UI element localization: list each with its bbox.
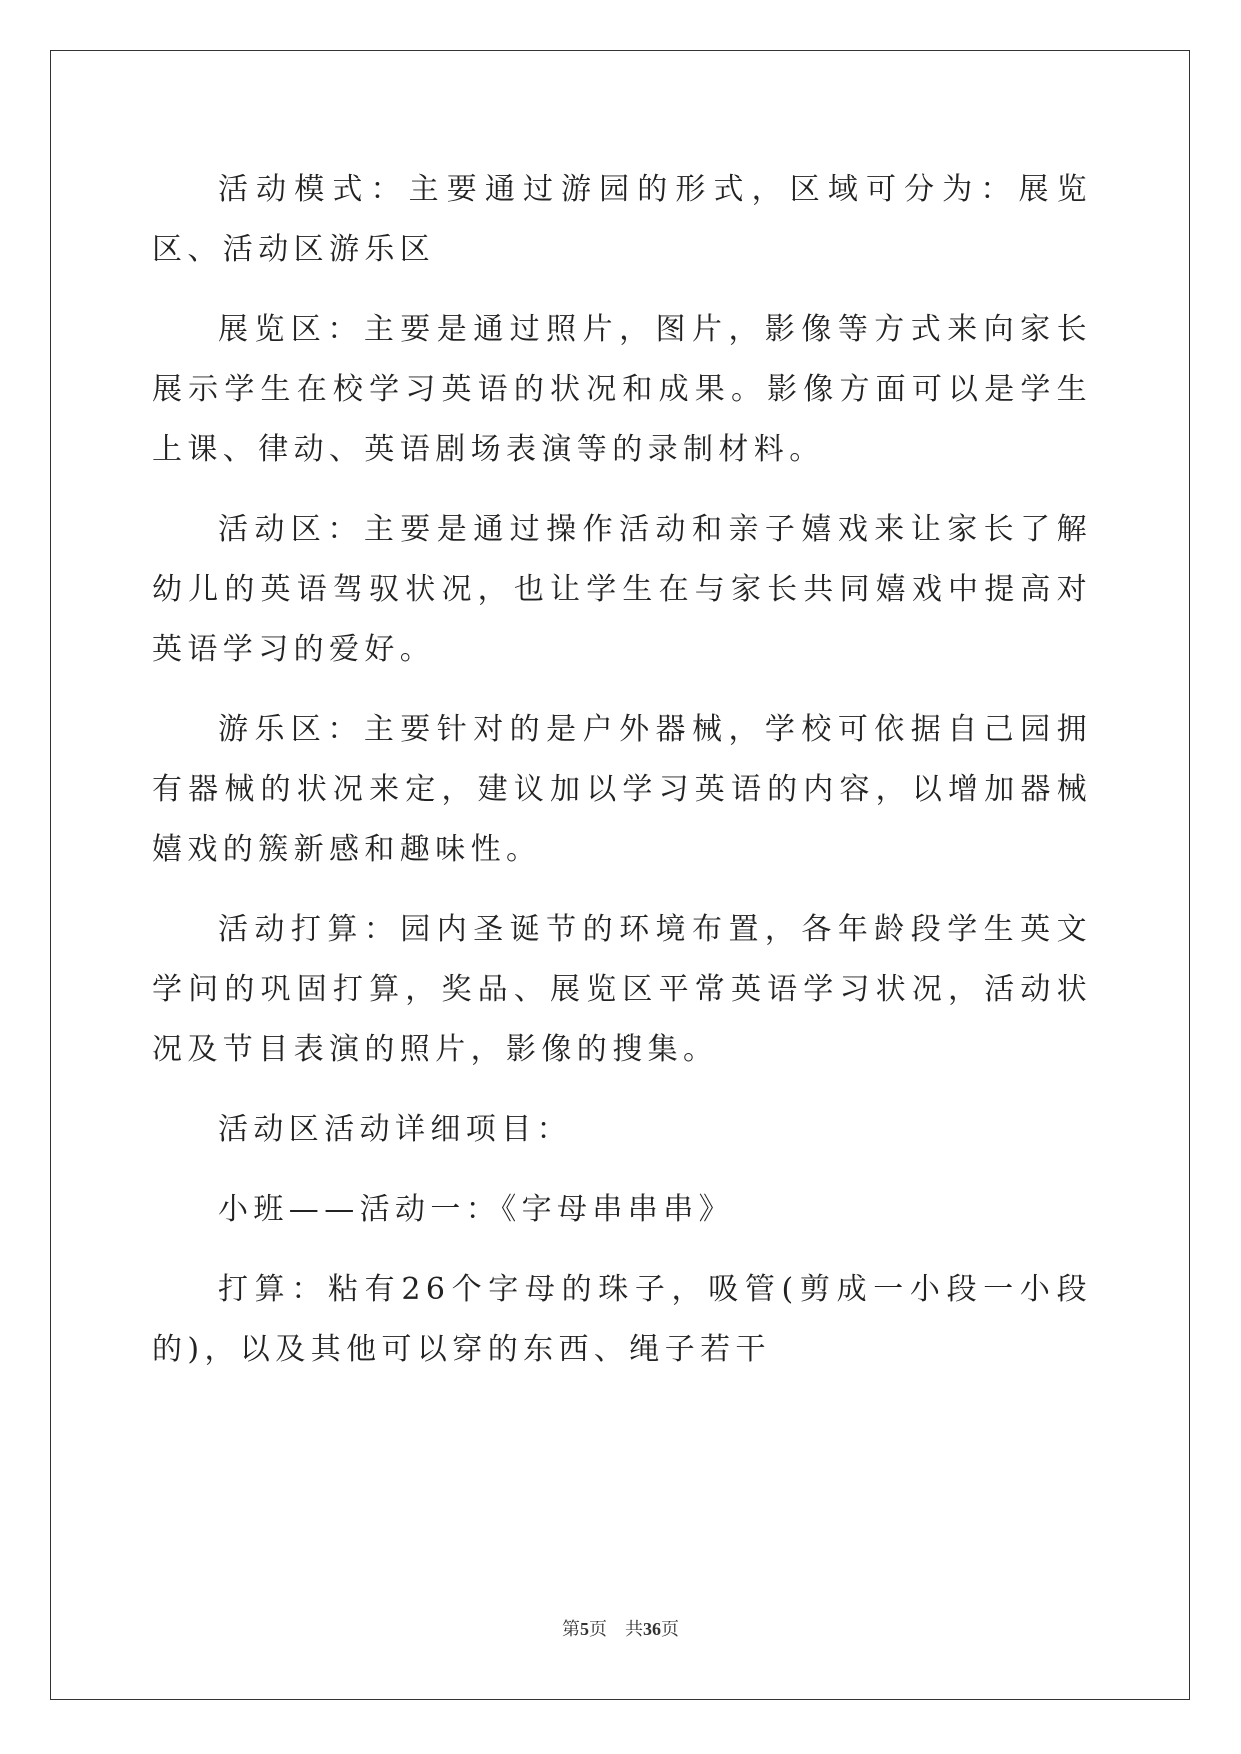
paragraph-activity-items-heading: 活动区活动详细项目： [218,1112,572,1147]
total-prefix: 共 [625,1619,643,1640]
paragraph-preparation-materials: 打算：粘有26个字母的珠子，吸管(剪成一小段一小段的)，以及其他可以穿的东西、绳子若干 [152,1272,1092,1367]
page-footer [0,1617,1241,1642]
paragraph-activity-area: 活动区：主要是通过操作活动和亲子嬉戏来让家长了解幼儿的英语驾驭状况，也让学生在与家长共同嬉戏中提高对英语学习的爱好。 [152,512,1092,667]
page-suffix: 页 [589,1619,607,1640]
page-prefix: 第 [562,1619,580,1640]
document-body [152,160,1092,1380]
paragraph-exhibition-area: 展览区：主要是通过照片，图片，影像等方式来向家长展示学生在校学习英语的状况和成果。影像方面可以是学生上课、律动、英语剧场表演等的录制材料。 [152,312,1092,467]
paragraph-small-class-activity-one: 小班——活动一：《字母串串串》 [218,1192,734,1227]
total-pages: 36 [643,1619,661,1639]
paragraph-play-area: 游乐区：主要针对的是户外器械，学校可依据自己园拥有器械的状况来定，建议加以学习英语的内容，以增加器械嬉戏的簇新感和趣味性。 [152,712,1092,867]
total-suffix: 页 [661,1619,679,1640]
paragraph-activity-preparation: 活动打算：园内圣诞节的环境布置，各年龄段学生英文学问的巩固打算，奖品、展览区平常英语学习状况，活动状况及节目表演的照片，影像的搜集。 [152,912,1092,1067]
page-number: 5 [580,1619,589,1639]
paragraph-activity-mode: 活动模式：主要通过游园的形式，区域可分为：展览区、活动区游乐区 [152,172,1092,267]
